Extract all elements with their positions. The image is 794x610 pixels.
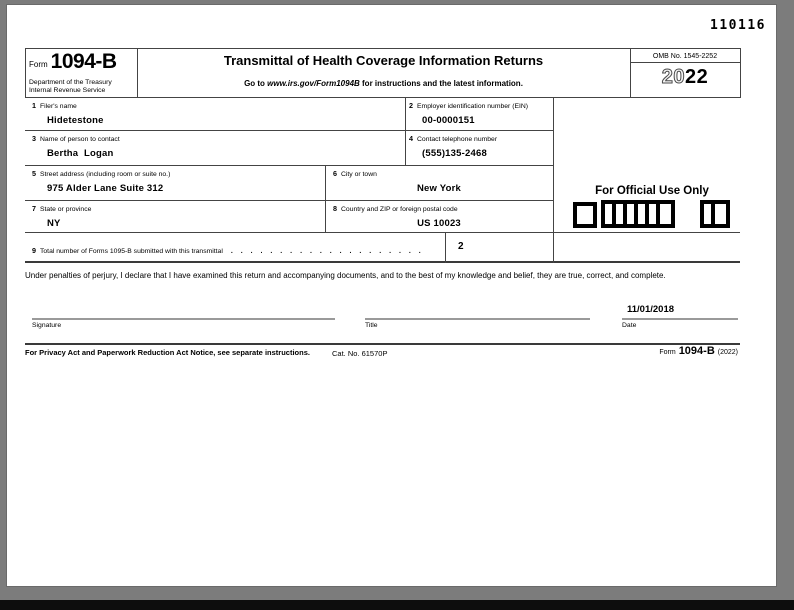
form-rule xyxy=(630,62,740,63)
total-forms-value[interactable]: 2 xyxy=(458,241,464,252)
form-number: 1094-B xyxy=(50,50,117,73)
form-rule xyxy=(25,165,553,166)
instructions-suffix: for instructions and the latest information. xyxy=(359,79,523,88)
form-rule xyxy=(25,130,553,131)
contact-name-value[interactable]: Bertha Logan xyxy=(47,148,114,159)
date-label: Date xyxy=(622,322,637,329)
form-rule xyxy=(553,97,554,263)
form-rule xyxy=(445,232,446,263)
field-9-label: 9 Total number of Forms 1095-B submitted with this transmittal . . . . . . . . . . . . . . . . . . . . xyxy=(32,246,421,255)
form-rule xyxy=(25,232,740,233)
field-3-label: 3 Name of person to contact xyxy=(32,134,120,143)
date-value[interactable]: 11/01/2018 xyxy=(627,304,675,315)
form-title: Transmittal of Health Coverage Information Returns xyxy=(223,53,544,68)
form-rule xyxy=(25,261,740,263)
title-line[interactable] xyxy=(365,318,590,320)
official-use-box-single xyxy=(573,202,597,228)
field-8-label: 8 Country and ZIP or foreign postal code xyxy=(333,204,458,213)
state-value[interactable]: NY xyxy=(47,218,61,229)
form-rule xyxy=(25,48,740,49)
city-value[interactable]: New York xyxy=(416,183,462,194)
instructions-prefix: Go to xyxy=(244,79,268,88)
street-address-value[interactable]: 975 Alder Lane Suite 312 xyxy=(47,183,164,194)
signature-line[interactable] xyxy=(32,318,335,320)
perjury-statement: Under penalties of perjury, I declare that I have examined this return and accompanying documents, and to the best of my knowledge and belief, they are true, correct, and complete. xyxy=(25,271,666,280)
catalog-number: Cat. No. 61570P xyxy=(332,349,388,358)
agency-block xyxy=(29,79,112,96)
contact-phone-value[interactable]: (555)135-2468 xyxy=(422,148,487,159)
form-number-block xyxy=(29,51,117,72)
official-use-box-group-6 xyxy=(601,200,675,228)
form-rule xyxy=(25,343,740,345)
field-2-label: 2 Employer identification number (EIN) xyxy=(409,101,529,110)
form-rule xyxy=(405,97,406,165)
omb-number: OMB No. 1545-2252 xyxy=(652,53,718,60)
agency-line1: Department of the Treasury xyxy=(29,79,112,86)
date-line[interactable] xyxy=(622,318,738,320)
form-word: Form xyxy=(29,60,48,69)
tax-year-outline: 20 xyxy=(661,66,685,88)
tax-year xyxy=(630,66,740,88)
official-use-label: For Official Use Only xyxy=(595,185,709,197)
instructions-line xyxy=(137,79,630,88)
ein-value[interactable]: 00-0000151 xyxy=(422,115,475,126)
form-page xyxy=(7,5,776,586)
signature-label: Signature xyxy=(32,322,62,329)
title-label: Title xyxy=(365,322,378,329)
instructions-url: www.irs.gov/Form1094B xyxy=(267,79,360,88)
form-rule xyxy=(25,200,553,201)
form-rule xyxy=(25,48,26,98)
form-rule xyxy=(740,48,741,98)
agency-line2: Internal Revenue Service xyxy=(29,87,106,95)
form-rule xyxy=(25,97,740,98)
doc-control-number: 110116 xyxy=(710,18,766,33)
viewer-frame-shadow xyxy=(0,600,794,610)
privacy-notice: For Privacy Act and Paperwork Reduction Act Notice, see separate instructions. xyxy=(25,348,310,357)
field-4-label: 4 Contact telephone number xyxy=(409,134,498,143)
filer-name-value[interactable]: Hidetestone xyxy=(47,115,104,126)
zip-value[interactable]: US 10023 xyxy=(417,218,461,229)
field-6-label: 6 City or town xyxy=(333,169,377,178)
tax-year-solid: 22 xyxy=(685,66,709,88)
field-5-label: 5 Street address (including room or suite no.) xyxy=(32,169,171,178)
field-1-label: 1 Filer's name xyxy=(32,101,77,110)
official-use-box-group-2 xyxy=(700,200,730,228)
dot-leader: . . . . . . . . . . . . . . . . . . . . xyxy=(230,248,421,255)
field-7-label: 7 State or province xyxy=(32,204,92,213)
footer-form-id: Form 1094-B (2022) xyxy=(659,345,738,357)
